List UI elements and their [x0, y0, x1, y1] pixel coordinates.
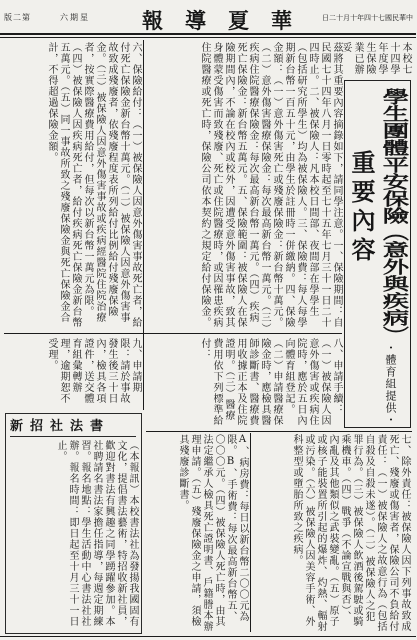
article-column-lower-right: 七、除外責任：被保險人因下列事故致成死亡、殘廢或傷害者，保險公司不負給付責任：（一）被保險人之故意行為（包括自殺及自殺未遂）。（二）被保險人之犯罪行為。（三）被保險人飲酒後駕駛或騎乘機車。（四）戰爭（不論宣戰與否）、內亂及其他類似之武裝變亂。（五）原子或核子能裝置所引起的爆炸、灼熱、輻射或污染。（六）被保險人因美容手術、外科整型或墮胎所致之疾病。 [291, 434, 410, 632]
lower-divider-horizontal [146, 431, 412, 432]
article-credit: ・體育組提供・ [384, 342, 397, 426]
article-title: 學生團體平安保險（意外與疾病） [376, 88, 408, 343]
header-rule-thick [0, 33, 416, 35]
article-column-middle-strip: 八、申請手續：（一）被保險人因意外傷害或疾病住院時，應於五日內向體育組登記。（二）申請醫療保險金時，應檢具醫師診斷書、醫療費用收據正本及住院證明。（三）醫療費用依下列標準給付： [199, 338, 342, 426]
header-rule-thin [0, 37, 416, 38]
lower-divider-vertical [250, 433, 251, 632]
club-notice-heading: 新招社法書 [10, 418, 136, 437]
article-column-left-strip: 九、申請期限：請於事故發生後三十日內，檢具各項證件，送交體育組彙轉辦理，逾期恕不受理。 [46, 338, 141, 404]
article-column-upper-middle: 茲將其重要內容摘錄如下，請同學注意。一、保險期間：自民國七十四年八月一日零時起至七十五年七月三十一日二十四時止。二、被保險人：凡本校日間部、夜間部在學學生（包括研究所學生）均為被保險人。三、保險費：每人每學期新台幣一百五十元，由學生於註冊時一併繳納。四、保險金額：（一）意外傷害死亡或殘廢保險金：新台幣十萬元。（二）意外傷害醫療保險金：每次最高新台幣一萬元。（三）疾病住院醫療保險金：每次最高新台幣一萬元。（四）疾病死亡保險金：新台幣五萬元。五、保險範圍：被保險人在保險期間內，不論在校內或校外，因遭受意外傷害事故，致其身體蒙受傷害而致殘廢、死亡或住院醫療時，或因罹患疾病住院醫療或死亡時，保險公司依本契約之規定給付保險金。 [199, 42, 342, 329]
masthead: 報導夏華 [142, 8, 314, 33]
issue-date: 日二十月十年四十七國民華中 [322, 14, 413, 22]
edition-label: 版二第 [4, 13, 31, 22]
club-notice-body: （本報訊）本校書法社為發揚我國固有文化，提倡書法藝術，特招收新社員，歡迎對書法有興趣之同學踴躍參加。本社聘請名書法家擔任指導，每週定期練習。報名地點：學生活動中心書法社社辦。報名時間：即日起至十月三十一日止。 [55, 440, 138, 627]
tier-divider-horizontal [4, 333, 342, 334]
article-lead: 本校七十四學年度學生保險業已辦妥 [340, 42, 411, 75]
article-column-upper-left: 六、保險給付：（一）被保險人因意外傷害事故死亡者，給付死亡保險金新台幣十萬元。（二）被保險人因意外傷害事故致成殘廢者，依殘廢程度表所列給付比例給付殘廢保險金。（三）被保險人因意外傷害事故或疾病經醫院住院治療者，按實際醫療費用給付，但每次以新台幣一萬元為限。（四）被保險人因疾病死亡者，給付疾病死亡保險金新台幣五萬元。（五）同一事故所致之殘廢保險金與死亡保險金合計，不得超過保險金額。 [46, 42, 141, 328]
article-subtitle: 重要內容 [347, 150, 376, 266]
footer-rule [0, 636, 416, 637]
weekday-label: 六期星 [60, 13, 90, 22]
column-divider-vertical-left [143, 40, 144, 410]
article-column-lower-middle: A、病房費：每日以新台幣二〇〇元為限。B、手術費：每次最高新台幣五、〇〇〇元。（四）被保險人死亡時，由其法定繼承人檢具死亡證明書、戶籍謄本辦理申請。（五）殘廢保險金之申請，須檢具殘廢診斷書。 [177, 434, 248, 632]
